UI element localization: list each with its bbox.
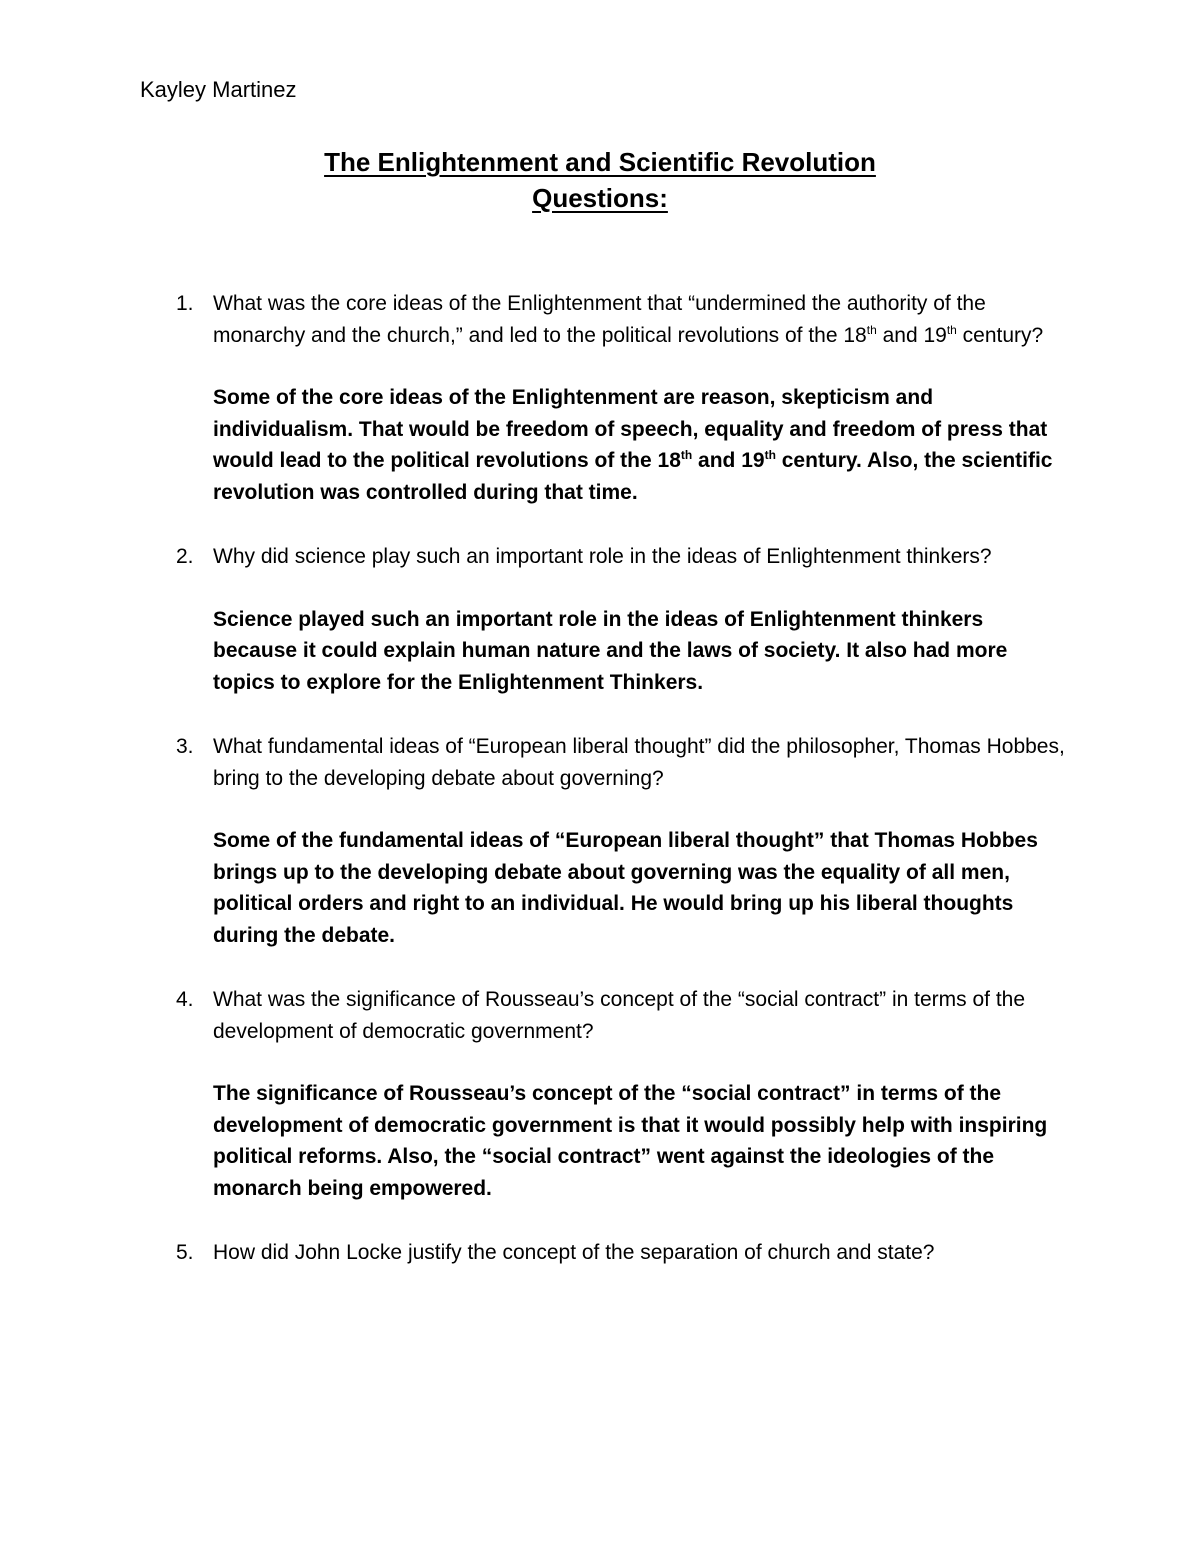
- superscript: th: [866, 322, 877, 337]
- question-list: [140, 288, 1070, 1302]
- author-name: Kayley Martinez: [140, 77, 297, 102]
- question-number: 1.: [176, 292, 194, 315]
- document-title: [0, 144, 1200, 216]
- answer-text-part: century. Also, the scientific revolution was controlled during that time.: [213, 449, 1053, 504]
- title-line-1: The Enlightenment and Scientific Revolution: [324, 147, 876, 177]
- question-text-part: and 19: [876, 323, 947, 347]
- question-item-1: [140, 288, 1070, 508]
- question-item-3: [140, 731, 1070, 951]
- question-item-4: [140, 984, 1070, 1204]
- question-number: 4.: [176, 988, 194, 1011]
- question-number: 2.: [176, 545, 194, 568]
- question-item-5: [140, 1237, 1070, 1269]
- title-line-2: Questions:: [532, 183, 668, 213]
- superscript: th: [680, 448, 693, 462]
- answer-text: Science played such an important role in the ideas of Enlightenment thinkers because it could explain human nature and the laws of society. It also had more topics to explore for the Enlightenment Thinkers.: [213, 607, 1008, 694]
- answer-text: Some of the fundamental ideas of “European liberal thought” that Thomas Hobbes brings up to the developing debate about governing was the equality of all men, political orders and right to an individual. He would bring up his liberal thoughts during the debate.: [213, 829, 1038, 947]
- question-number: 3.: [176, 735, 194, 758]
- superscript: th: [946, 322, 957, 337]
- question-text-part: What was the core ideas of the Enlightenment that “undermined the authority of the monarchy and the church,” and led to the political revolutions of the 18: [213, 292, 986, 347]
- superscript: th: [764, 448, 776, 462]
- answer-text: [213, 382, 1070, 508]
- answer-text: The significance of Rousseau’s concept of the “social contract” in terms of the development of democratic government is that it would possibly help with inspiring political reforms. Also, the “social contract” went against the ideologies of the monarch being empowered.: [213, 1082, 1048, 1200]
- question-text: Why did science play such an important role in the ideas of Enlightenment thinkers?: [213, 545, 992, 568]
- question-item-2: [140, 541, 1070, 698]
- question-number: 5.: [176, 1241, 194, 1264]
- question-text: What was the significance of Rousseau’s concept of the “social contract” in terms of the development of democratic government?: [213, 988, 1026, 1043]
- question-text-part: century?: [956, 323, 1044, 347]
- answer-text-part: Some of the core ideas of the Enlightenment are reason, skepticism and individualism. That would be freedom of speech, equality and freedom of press that would lead to the political revolutions of the 18: [213, 386, 1048, 472]
- question-text: How did John Locke justify the concept of the separation of church and state?: [213, 1241, 935, 1264]
- answer-text-part: and 19: [692, 449, 765, 472]
- question-text: What fundamental ideas of “European liberal thought” did the philosopher, Thomas Hobbes, bring to the developing debate about governing?: [213, 735, 1065, 790]
- question-text: [213, 288, 1070, 351]
